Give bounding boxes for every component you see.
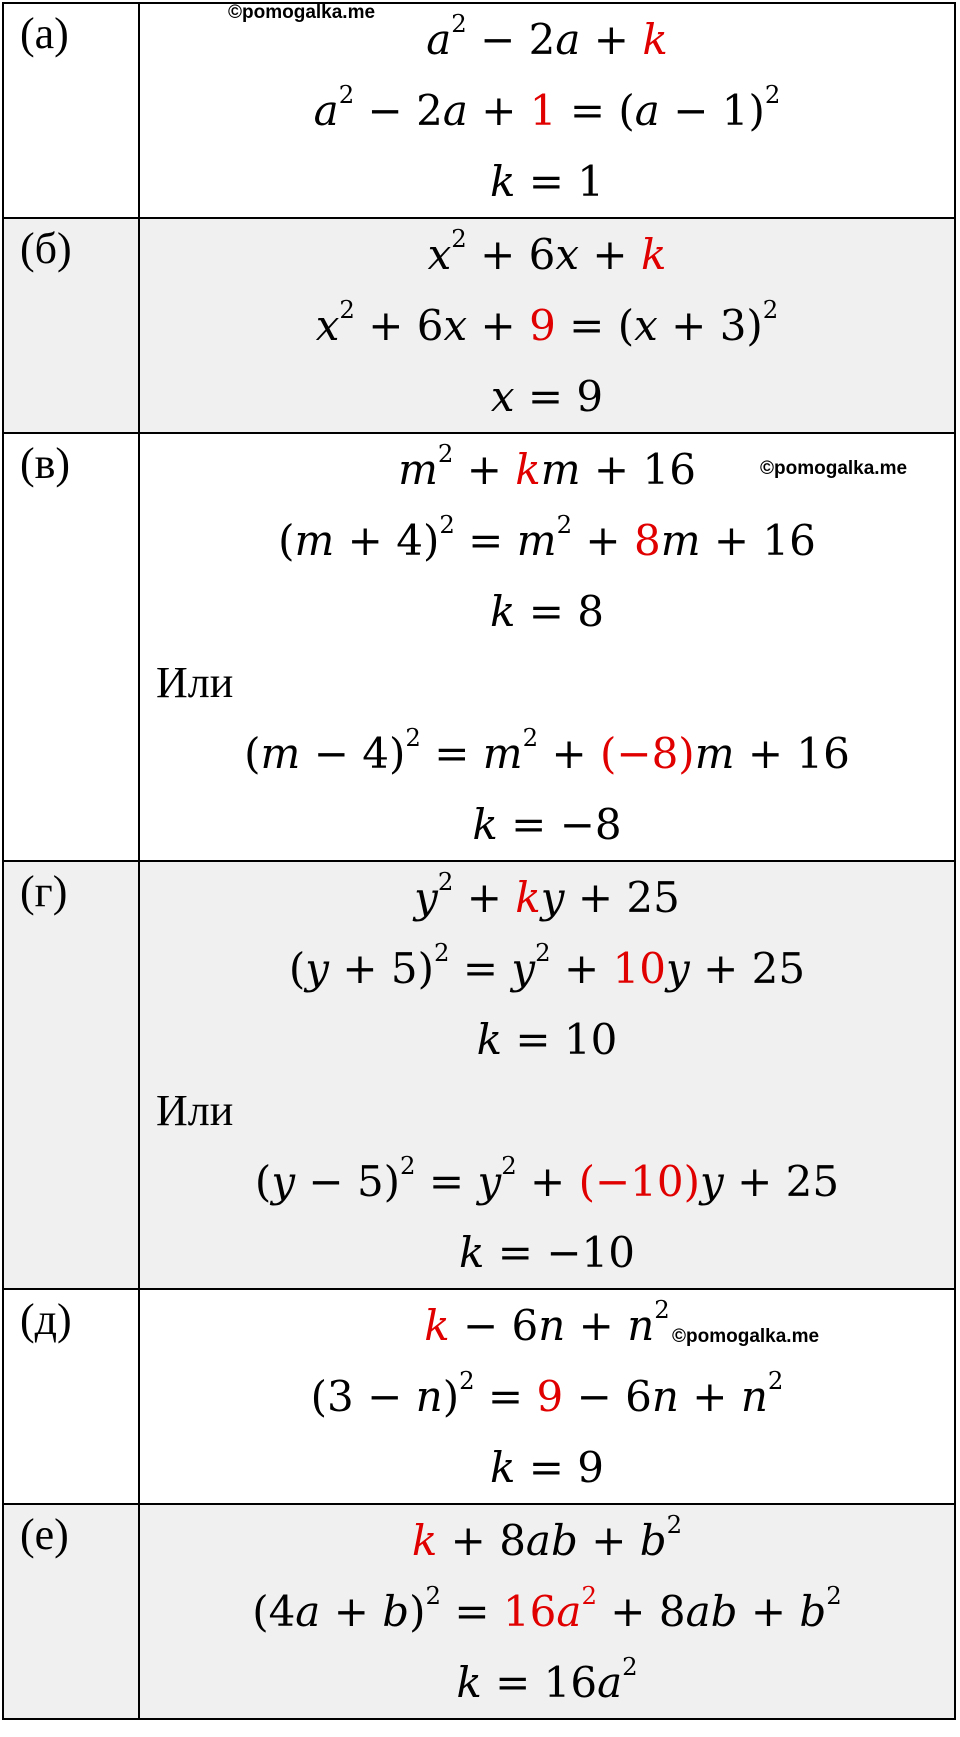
math-token: ( — [244, 729, 261, 778]
equation-line — [140, 146, 954, 217]
math-token: = ( — [555, 301, 635, 350]
highlighted-term: 10 — [612, 944, 667, 993]
equation-line — [140, 1217, 954, 1288]
math-token: k — [476, 1015, 503, 1064]
math-token: + — [453, 873, 516, 922]
math-token: + — [565, 1301, 628, 1350]
math-token: a — [442, 86, 468, 135]
math-token: b — [639, 1516, 667, 1565]
equation-line — [140, 576, 954, 647]
solutions-table — [2, 2, 956, 1720]
equation-line — [140, 1576, 954, 1647]
math-token: m — [260, 729, 301, 778]
exponent: 2 — [522, 723, 539, 753]
math-token: + 16 — [580, 445, 696, 494]
math-token: y — [305, 944, 330, 993]
math-token: = −8 — [497, 800, 622, 849]
math-token: + — [678, 1372, 741, 1421]
math-token: y — [271, 1157, 296, 1206]
exponent: 2 — [451, 9, 467, 39]
exponent: 2 — [437, 867, 454, 897]
exponent: 2 — [622, 1652, 638, 1682]
math-token: = — [420, 729, 483, 778]
highlighted-term: 9 — [529, 301, 556, 350]
equation-line — [140, 1004, 954, 1075]
highlighted-term: k — [515, 873, 541, 922]
math-token: = 9 — [514, 372, 604, 421]
math-token: + 6 — [354, 301, 444, 350]
watermark-middle: ©pomogalka.me — [760, 458, 908, 479]
math-token: x — [443, 301, 468, 350]
math-token: + 6 — [466, 230, 556, 279]
math-token: a — [313, 86, 339, 135]
math-token: y — [511, 944, 536, 993]
math-token: k — [472, 800, 498, 849]
math-token: + 5) — [329, 944, 435, 993]
equation-line — [140, 1647, 954, 1718]
math-token: + 8 — [437, 1516, 526, 1565]
math-token: = — [474, 1372, 537, 1421]
math-token: k — [489, 157, 516, 206]
math-token: = — [454, 516, 517, 565]
math-token: − 2 — [354, 86, 443, 135]
math-token: − 6 — [449, 1301, 539, 1350]
row-label: (г) — [3, 861, 139, 1289]
math-token: = 9 — [515, 1443, 605, 1492]
equation-line — [140, 219, 954, 290]
highlighted-term: 1 — [529, 86, 557, 135]
math-token: y — [477, 1157, 502, 1206]
math-token: x — [490, 372, 515, 421]
math-token: + — [467, 86, 530, 135]
exponent: 2 — [459, 1366, 475, 1396]
equation-line — [140, 718, 954, 789]
exponent: 2 — [556, 510, 573, 540]
highlighted-term: (−8) — [600, 729, 695, 778]
math-token: ( — [278, 516, 295, 565]
row-label: (в) — [3, 433, 139, 861]
exponent: 2 — [405, 723, 421, 753]
math-token: = 10 — [502, 1015, 618, 1064]
exponent: 2 — [666, 1510, 683, 1540]
or-label: Или — [156, 658, 234, 707]
math-token: + — [737, 1587, 800, 1636]
math-token: + 8 — [596, 1587, 686, 1636]
math-token: + — [516, 1157, 579, 1206]
math-token: = 1 — [515, 157, 605, 206]
math-token: − 2 — [466, 15, 556, 64]
math-token: n — [538, 1301, 566, 1350]
math-token: m — [398, 445, 438, 494]
exponent: 2 — [581, 1581, 597, 1611]
math-token: − 5) — [295, 1157, 401, 1206]
math-token: + — [572, 516, 634, 565]
math-token: k — [489, 1443, 516, 1492]
highlighted-term: 8 — [633, 516, 661, 565]
math-token: = 8 — [515, 587, 605, 636]
math-token: = — [415, 1157, 478, 1206]
exponent: 2 — [338, 80, 355, 110]
highlighted-term: (−10) — [578, 1157, 700, 1206]
or-label: Или — [156, 1086, 234, 1135]
math-token: m — [294, 516, 335, 565]
exponent: 2 — [764, 80, 781, 110]
math-token: = ( — [556, 86, 635, 135]
math-token: (4 — [252, 1587, 296, 1636]
math-token: ( — [254, 1157, 272, 1206]
math-token: x — [315, 301, 340, 350]
solution-cell — [139, 1504, 955, 1719]
row-label: (б) — [3, 218, 139, 433]
math-token: + 3) — [657, 301, 763, 350]
equation-line — [140, 361, 954, 432]
math-token: ) — [409, 1587, 426, 1636]
highlighted-term: k — [640, 230, 667, 279]
equation-line — [140, 1290, 954, 1361]
math-token: + 4) — [334, 516, 440, 565]
math-token: n — [415, 1372, 443, 1421]
row-label: (е) — [3, 1504, 139, 1719]
math-token: + — [550, 944, 613, 993]
exponent: 2 — [451, 224, 467, 254]
math-token: m — [516, 516, 557, 565]
highlighted-term: k — [411, 1516, 438, 1565]
math-token: k — [489, 587, 516, 636]
math-token: a — [597, 1658, 623, 1707]
math-token: + — [467, 301, 530, 350]
exponent: 2 — [654, 1295, 670, 1325]
exponent: 2 — [767, 1366, 784, 1396]
table-row — [3, 1289, 955, 1504]
equation-line — [140, 1432, 954, 1503]
solution-cell — [139, 3, 955, 218]
math-token: x — [555, 230, 580, 279]
exponent: 2 — [437, 439, 454, 469]
math-token: + — [320, 1587, 383, 1636]
exponent: 2 — [425, 1581, 442, 1611]
math-token: − 6 — [563, 1372, 652, 1421]
math-token: k — [459, 1228, 485, 1277]
table-row — [3, 3, 955, 218]
math-token: + — [579, 230, 641, 279]
math-token: + — [577, 1516, 640, 1565]
math-token: ab — [685, 1587, 738, 1636]
math-token: + 25 — [723, 1157, 840, 1206]
equation-line — [140, 75, 954, 146]
math-token: m — [694, 729, 735, 778]
exponent: 2 — [762, 295, 779, 325]
math-token: = −10 — [484, 1228, 635, 1277]
math-token: ) — [442, 1372, 460, 1421]
math-token: m — [482, 729, 523, 778]
watermark-lower: ©pomogalka.me — [672, 1326, 820, 1347]
equation-line — [140, 1146, 954, 1217]
math-token: − 4) — [300, 729, 406, 778]
math-token: k — [456, 1658, 482, 1707]
highlighted-term: 16 — [502, 1587, 557, 1636]
math-token: x — [427, 230, 452, 279]
highlighted-term: k — [424, 1301, 450, 1350]
solution-cell — [139, 1289, 955, 1504]
math-token: − 1) — [659, 86, 765, 135]
math-token: + 16 — [734, 729, 850, 778]
math-token: ( — [288, 944, 306, 993]
exponent: 2 — [400, 1151, 416, 1181]
solution-cell — [139, 861, 955, 1289]
math-token: n — [651, 1372, 679, 1421]
watermark-top: ©pomogalka.me — [228, 2, 376, 23]
exponent: 2 — [826, 1581, 842, 1611]
math-token: = 16 — [481, 1658, 598, 1707]
table-body — [3, 3, 955, 1719]
table-row — [3, 433, 955, 861]
solution-cell — [139, 218, 955, 433]
highlighted-term: k — [515, 445, 541, 494]
math-token: (3 − — [310, 1372, 416, 1421]
equation-line — [140, 1505, 954, 1576]
equation-line — [140, 789, 954, 860]
math-token: n — [627, 1301, 655, 1350]
highlighted-term: k — [642, 15, 668, 64]
equation-line — [140, 933, 954, 1004]
table-row — [3, 861, 955, 1289]
math-token: + 25 — [689, 944, 806, 993]
math-token: a — [426, 15, 452, 64]
row-label: (д) — [3, 1289, 139, 1504]
math-token: + 25 — [564, 873, 680, 922]
exponent: 2 — [535, 938, 551, 968]
math-token: ab — [525, 1516, 578, 1565]
table-row — [3, 218, 955, 433]
math-token: n — [740, 1372, 768, 1421]
equation-line — [140, 1361, 954, 1432]
math-token: + — [580, 15, 643, 64]
math-token: y — [666, 944, 690, 993]
exponent: 2 — [434, 938, 450, 968]
math-token: b — [799, 1587, 827, 1636]
highlighted-term: 9 — [536, 1372, 564, 1421]
math-token: m — [660, 516, 701, 565]
math-token: + — [538, 729, 600, 778]
math-token: + — [453, 445, 516, 494]
equation-line — [140, 505, 954, 576]
math-token: b — [382, 1587, 410, 1636]
solution-cell — [139, 433, 955, 861]
math-token: = — [449, 944, 512, 993]
math-token: = — [441, 1587, 503, 1636]
equation-line — [140, 290, 954, 361]
math-token: y — [540, 873, 565, 922]
math-token: y — [700, 1157, 724, 1206]
math-token: a — [634, 86, 660, 135]
math-token: x — [634, 301, 658, 350]
exponent: 2 — [339, 295, 355, 325]
table-row — [3, 1504, 955, 1719]
math-token: a — [555, 15, 581, 64]
row-label: (а) — [3, 3, 139, 218]
equation-line — [140, 862, 954, 933]
highlighted-term: a — [556, 1587, 582, 1636]
math-token: a — [295, 1587, 321, 1636]
math-token: y — [414, 873, 438, 922]
math-token: + 16 — [700, 516, 816, 565]
exponent: 2 — [439, 510, 455, 540]
exponent: 2 — [501, 1151, 517, 1181]
math-token: m — [540, 445, 581, 494]
